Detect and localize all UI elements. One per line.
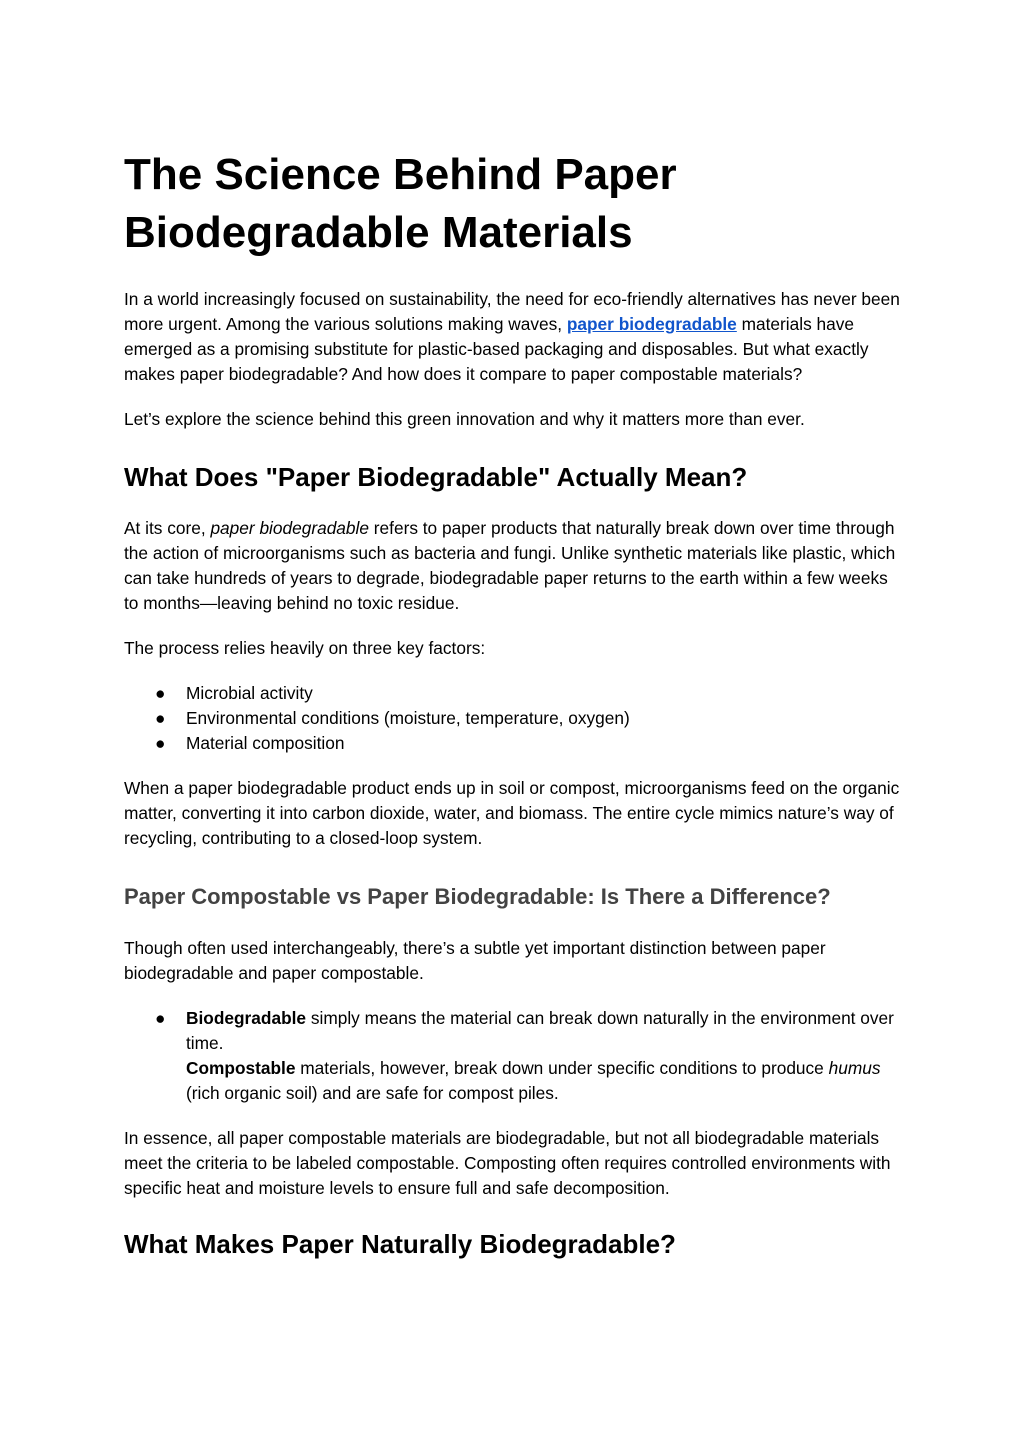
bullet-icon: ●: [155, 683, 166, 703]
paper-biodegradable-link[interactable]: paper biodegradable: [566, 314, 737, 334]
section-heading-difference: Paper Compostable vs Paper Biodegradable: Is There a Difference?: [124, 884, 831, 909]
term-biodegradable-text: simply means the material can break down naturally in the environment over time.: [186, 1008, 894, 1053]
bullet-icon: ●: [155, 733, 166, 753]
term-compostable: Compostable: [186, 1058, 296, 1078]
factors-intro: The process relies heavily on three key factors:: [124, 638, 486, 658]
list-item: [124, 731, 904, 756]
process-paragraph: When a paper biodegradable product ends up in soil or compost, microorganisms feed on the organic matter, converting it into carbon dioxide, water, and biomass. The entire cycle mimics nature’s way of recycling, contributing to a closed-loop system.: [124, 778, 900, 848]
factors-list: [124, 681, 904, 756]
list-item: [124, 1006, 904, 1106]
term-biodegradable: Biodegradable: [186, 1008, 307, 1028]
explore-paragraph: Let’s explore the science behind this green innovation and why it matters more than ever.: [124, 409, 805, 429]
meaning-term: paper biodegradable: [210, 518, 369, 538]
bullet-icon: ●: [155, 1008, 166, 1028]
meaning-text-before: At its core,: [124, 518, 211, 538]
document-page: [124, 146, 904, 1261]
difference-paragraph: Though often used interchangeably, there’s a subtle yet important distinction between paper biodegradable and paper compostable.: [124, 938, 826, 983]
term-compostable-text: materials, however, break down under specific conditions to produce: [295, 1058, 829, 1078]
list-item: [124, 681, 904, 706]
list-item-text: Environmental conditions (moisture, temperature, oxygen): [186, 708, 630, 728]
list-item: [124, 706, 904, 731]
list-item-text: Microbial activity: [186, 683, 313, 703]
essence-paragraph: In essence, all paper compostable materials are biodegradable, but not all biodegradable materials meet the criteria to be labeled compostable. Composting often requires controlled environments with specific heat and moisture levels to ensure full and safe decomposition.: [124, 1128, 891, 1198]
page-title: The Science Behind Paper Biodegradable Materials: [124, 150, 677, 257]
meaning-text-after: refers to paper products that naturally break down over time through the action of microorganisms such as bacteria and fungi. Unlike synthetic materials like plastic, which can take hundreds of years to degrade, biodegradable paper returns to the earth within a few weeks to months—leaving behind no toxic residue.: [124, 518, 896, 613]
section-heading-meaning: What Does "Paper Biodegradable" Actually Mean?: [124, 462, 748, 492]
intro-paragraph: [124, 287, 904, 387]
difference-list: [124, 1006, 904, 1106]
meaning-paragraph: [124, 516, 904, 616]
term-compostable-text-end: (rich organic soil) and are safe for compost piles.: [186, 1083, 559, 1103]
term-humus: humus: [828, 1058, 881, 1078]
section-heading-naturally: What Makes Paper Naturally Biodegradable?: [124, 1229, 676, 1259]
intro-text-before-link: In a world increasingly focused on sustainability, the need for eco-friendly alternatives has never been more urgent. Among the various solutions making waves,: [124, 289, 900, 334]
list-item-text: Material composition: [186, 733, 345, 753]
intro-text-after-link: materials have emerged as a promising substitute for plastic-based packaging and disposables. But what exactly makes paper biodegradable? And how does it compare to paper compostable materials?: [124, 314, 869, 384]
bullet-icon: ●: [155, 708, 166, 728]
